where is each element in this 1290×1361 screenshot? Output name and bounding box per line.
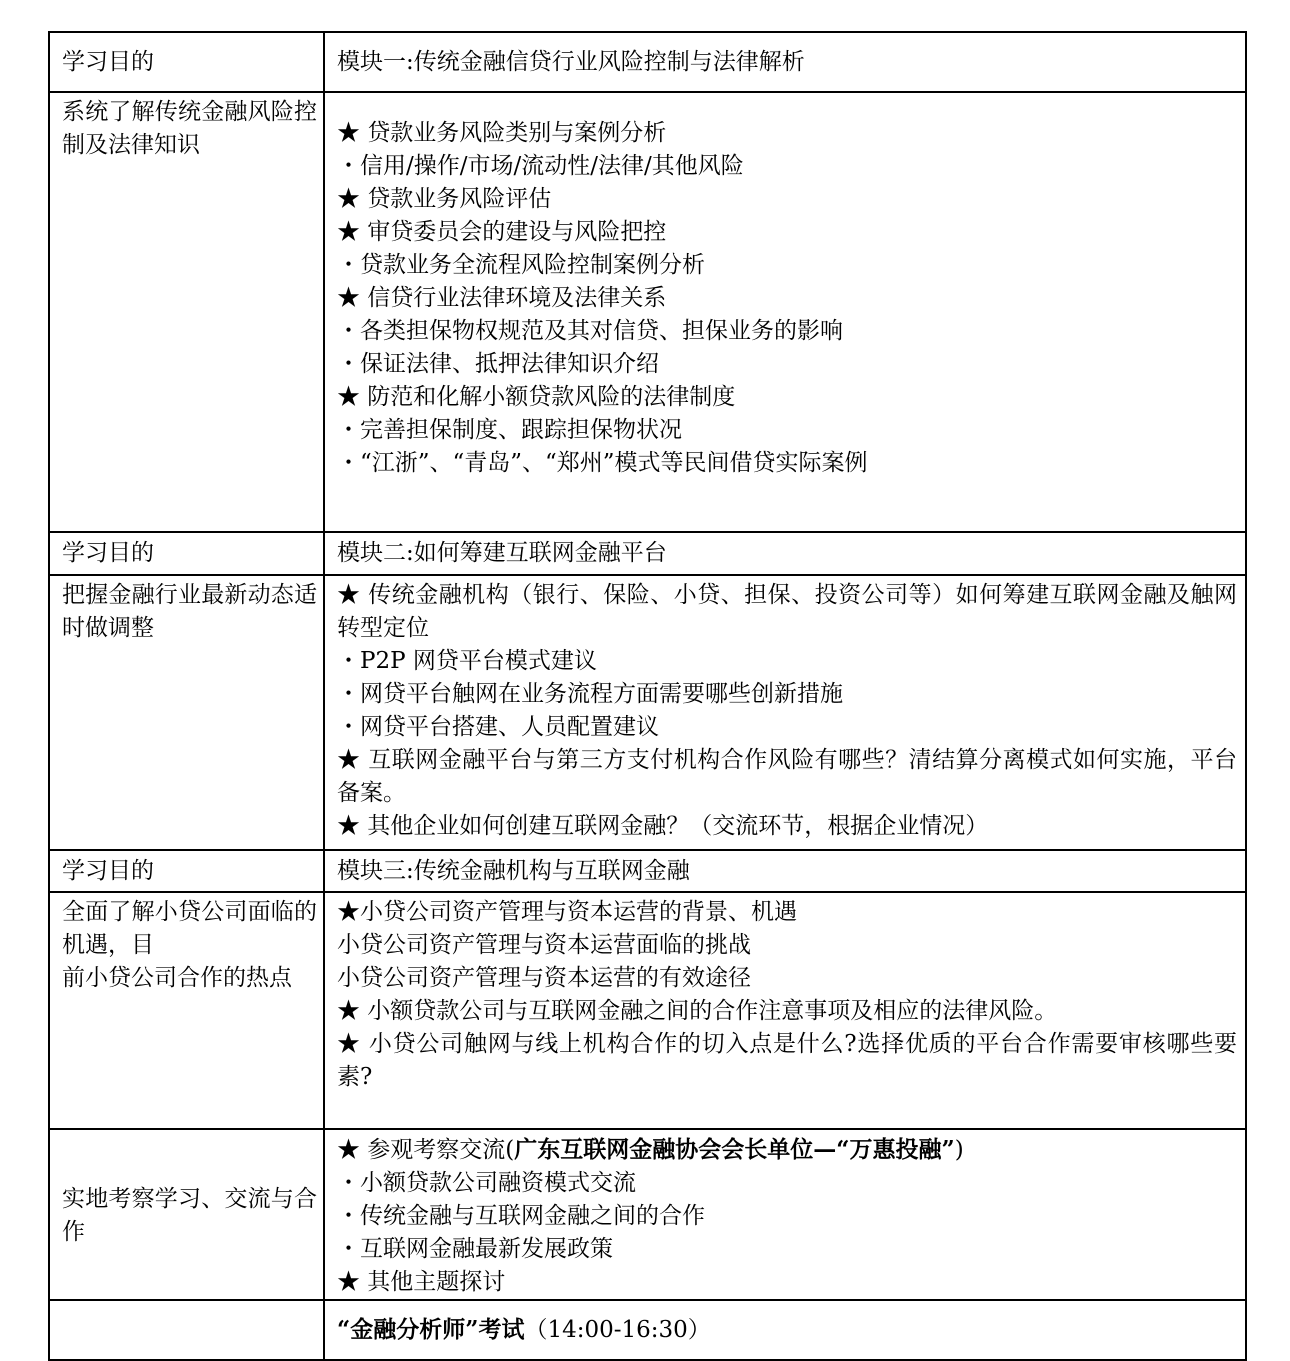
topic-line: ・传统金融与互联网金融之间的合作 [337, 1203, 705, 1229]
exam-row [49, 1300, 1246, 1360]
module-3-topics [324, 892, 1246, 1129]
topic-line: ・P2P 网贷平台模式建议 [337, 648, 597, 674]
exam-goal-empty [49, 1300, 324, 1360]
site-visit-goal: 实地考察学习、交流与合作 [49, 1129, 324, 1300]
goal-line: 全面了解小贷公司面临的机遇，目 [62, 899, 317, 958]
module-1-content-row [49, 92, 1246, 532]
module-1-header-row [49, 32, 1246, 92]
topic-line: ・完善担保制度、跟踪担保物状况 [337, 417, 682, 443]
topic-line: ★ 其他主题探讨 [337, 1269, 506, 1295]
topic-line: ・网贷平台触网在业务流程方面需要哪些创新措施 [337, 681, 843, 707]
learning-goal-label: 学习目的 [49, 850, 324, 892]
module-1-topics [324, 92, 1246, 532]
topic-line: ★小贷公司资产管理与资本运营的背景、机遇 [337, 899, 797, 925]
topic-line: ★ 小贷公司触网与线上机构合作的切入点是什么?选择优质的平台合作需要审核哪些要素? [337, 1031, 1237, 1090]
exam-cell [324, 1300, 1246, 1360]
topic-line: ★ 传统金融机构（银行、保险、小贷、担保、投资公司等）如何筹建互联网金融及触网转型定位 [337, 582, 1237, 641]
site-visit-topics [324, 1129, 1246, 1300]
topic-line: ・小额贷款公司融资模式交流 [337, 1170, 636, 1196]
topic-line: ★ 信贷行业法律环境及法律关系 [337, 285, 667, 311]
topic-line: ・“江浙”、“青岛”、“郑州”模式等民间借贷实际案例 [337, 450, 868, 476]
topic-line: 小贷公司资产管理与资本运营面临的挑战 [337, 932, 751, 958]
topic-line: ★ 其他企业如何创建互联网金融？（交流环节，根据企业情况） [337, 813, 989, 839]
topic-line: ★ 贷款业务风险评估 [337, 186, 552, 212]
module-2-header-row [49, 532, 1246, 575]
visit-suffix: ) [954, 1137, 964, 1163]
topic-line: ★ 互联网金融平台与第三方支付机构合作风险有哪些？清结算分离模式如何实施，平台备案。 [337, 747, 1237, 806]
module-3-content-row [49, 892, 1246, 1129]
topic-line: ・互联网金融最新发展政策 [337, 1236, 613, 1262]
module-1-goal: 系统了解传统金融风险控制及法律知识 [49, 92, 324, 532]
module-2-topics [324, 575, 1246, 850]
topic-line: ★ 防范和化解小额贷款风险的法律制度 [337, 384, 736, 410]
topic-line: ★ 审贷委员会的建设与风险把控 [337, 219, 667, 245]
topic-line: ★ 贷款业务风险类别与案例分析 [337, 120, 667, 146]
topic-line: 小贷公司资产管理与资本运营的有效途径 [337, 965, 751, 991]
topic-line: ・网贷平台搭建、人员配置建议 [337, 714, 659, 740]
topic-line: ・贷款业务全流程风险控制案例分析 [337, 252, 705, 278]
topic-line: ・各类担保物权规范及其对信贷、担保业务的影响 [337, 318, 843, 344]
visit-prefix: ★ 参观考察交流( [337, 1137, 515, 1163]
visit-line [337, 1133, 1237, 1167]
course-schedule-table [48, 31, 1247, 1361]
learning-goal-label: 学习目的 [49, 32, 324, 92]
exam-time: （14:00-16:30） [524, 1317, 711, 1343]
module-2-content-row [49, 575, 1246, 850]
module-2-title: 模块二:如何筹建互联网金融平台 [324, 532, 1246, 575]
site-visit-row [49, 1129, 1246, 1300]
exam-title: “金融分析师”考试 [337, 1316, 525, 1343]
goal-line: 前小贷公司合作的热点 [62, 965, 292, 991]
visit-host: 广东互联网金融协会会长单位—“万惠投融” [514, 1136, 955, 1163]
module-3-goal [49, 892, 324, 1129]
module-3-title: 模块三:传统金融机构与互联网金融 [324, 850, 1246, 892]
module-1-title: 模块一:传统金融信贷行业风险控制与法律解析 [324, 32, 1246, 92]
topic-line: ・信用/操作/市场/流动性/法律/其他风险 [337, 153, 744, 179]
module-3-header-row [49, 850, 1246, 892]
module-2-goal: 把握金融行业最新动态适时做调整 [49, 575, 324, 850]
topic-line: ★ 小额贷款公司与互联网金融之间的合作注意事项及相应的法律风险。 [337, 998, 1058, 1024]
learning-goal-label: 学习目的 [49, 532, 324, 575]
topic-line: ・保证法律、抵押法律知识介绍 [337, 351, 659, 377]
